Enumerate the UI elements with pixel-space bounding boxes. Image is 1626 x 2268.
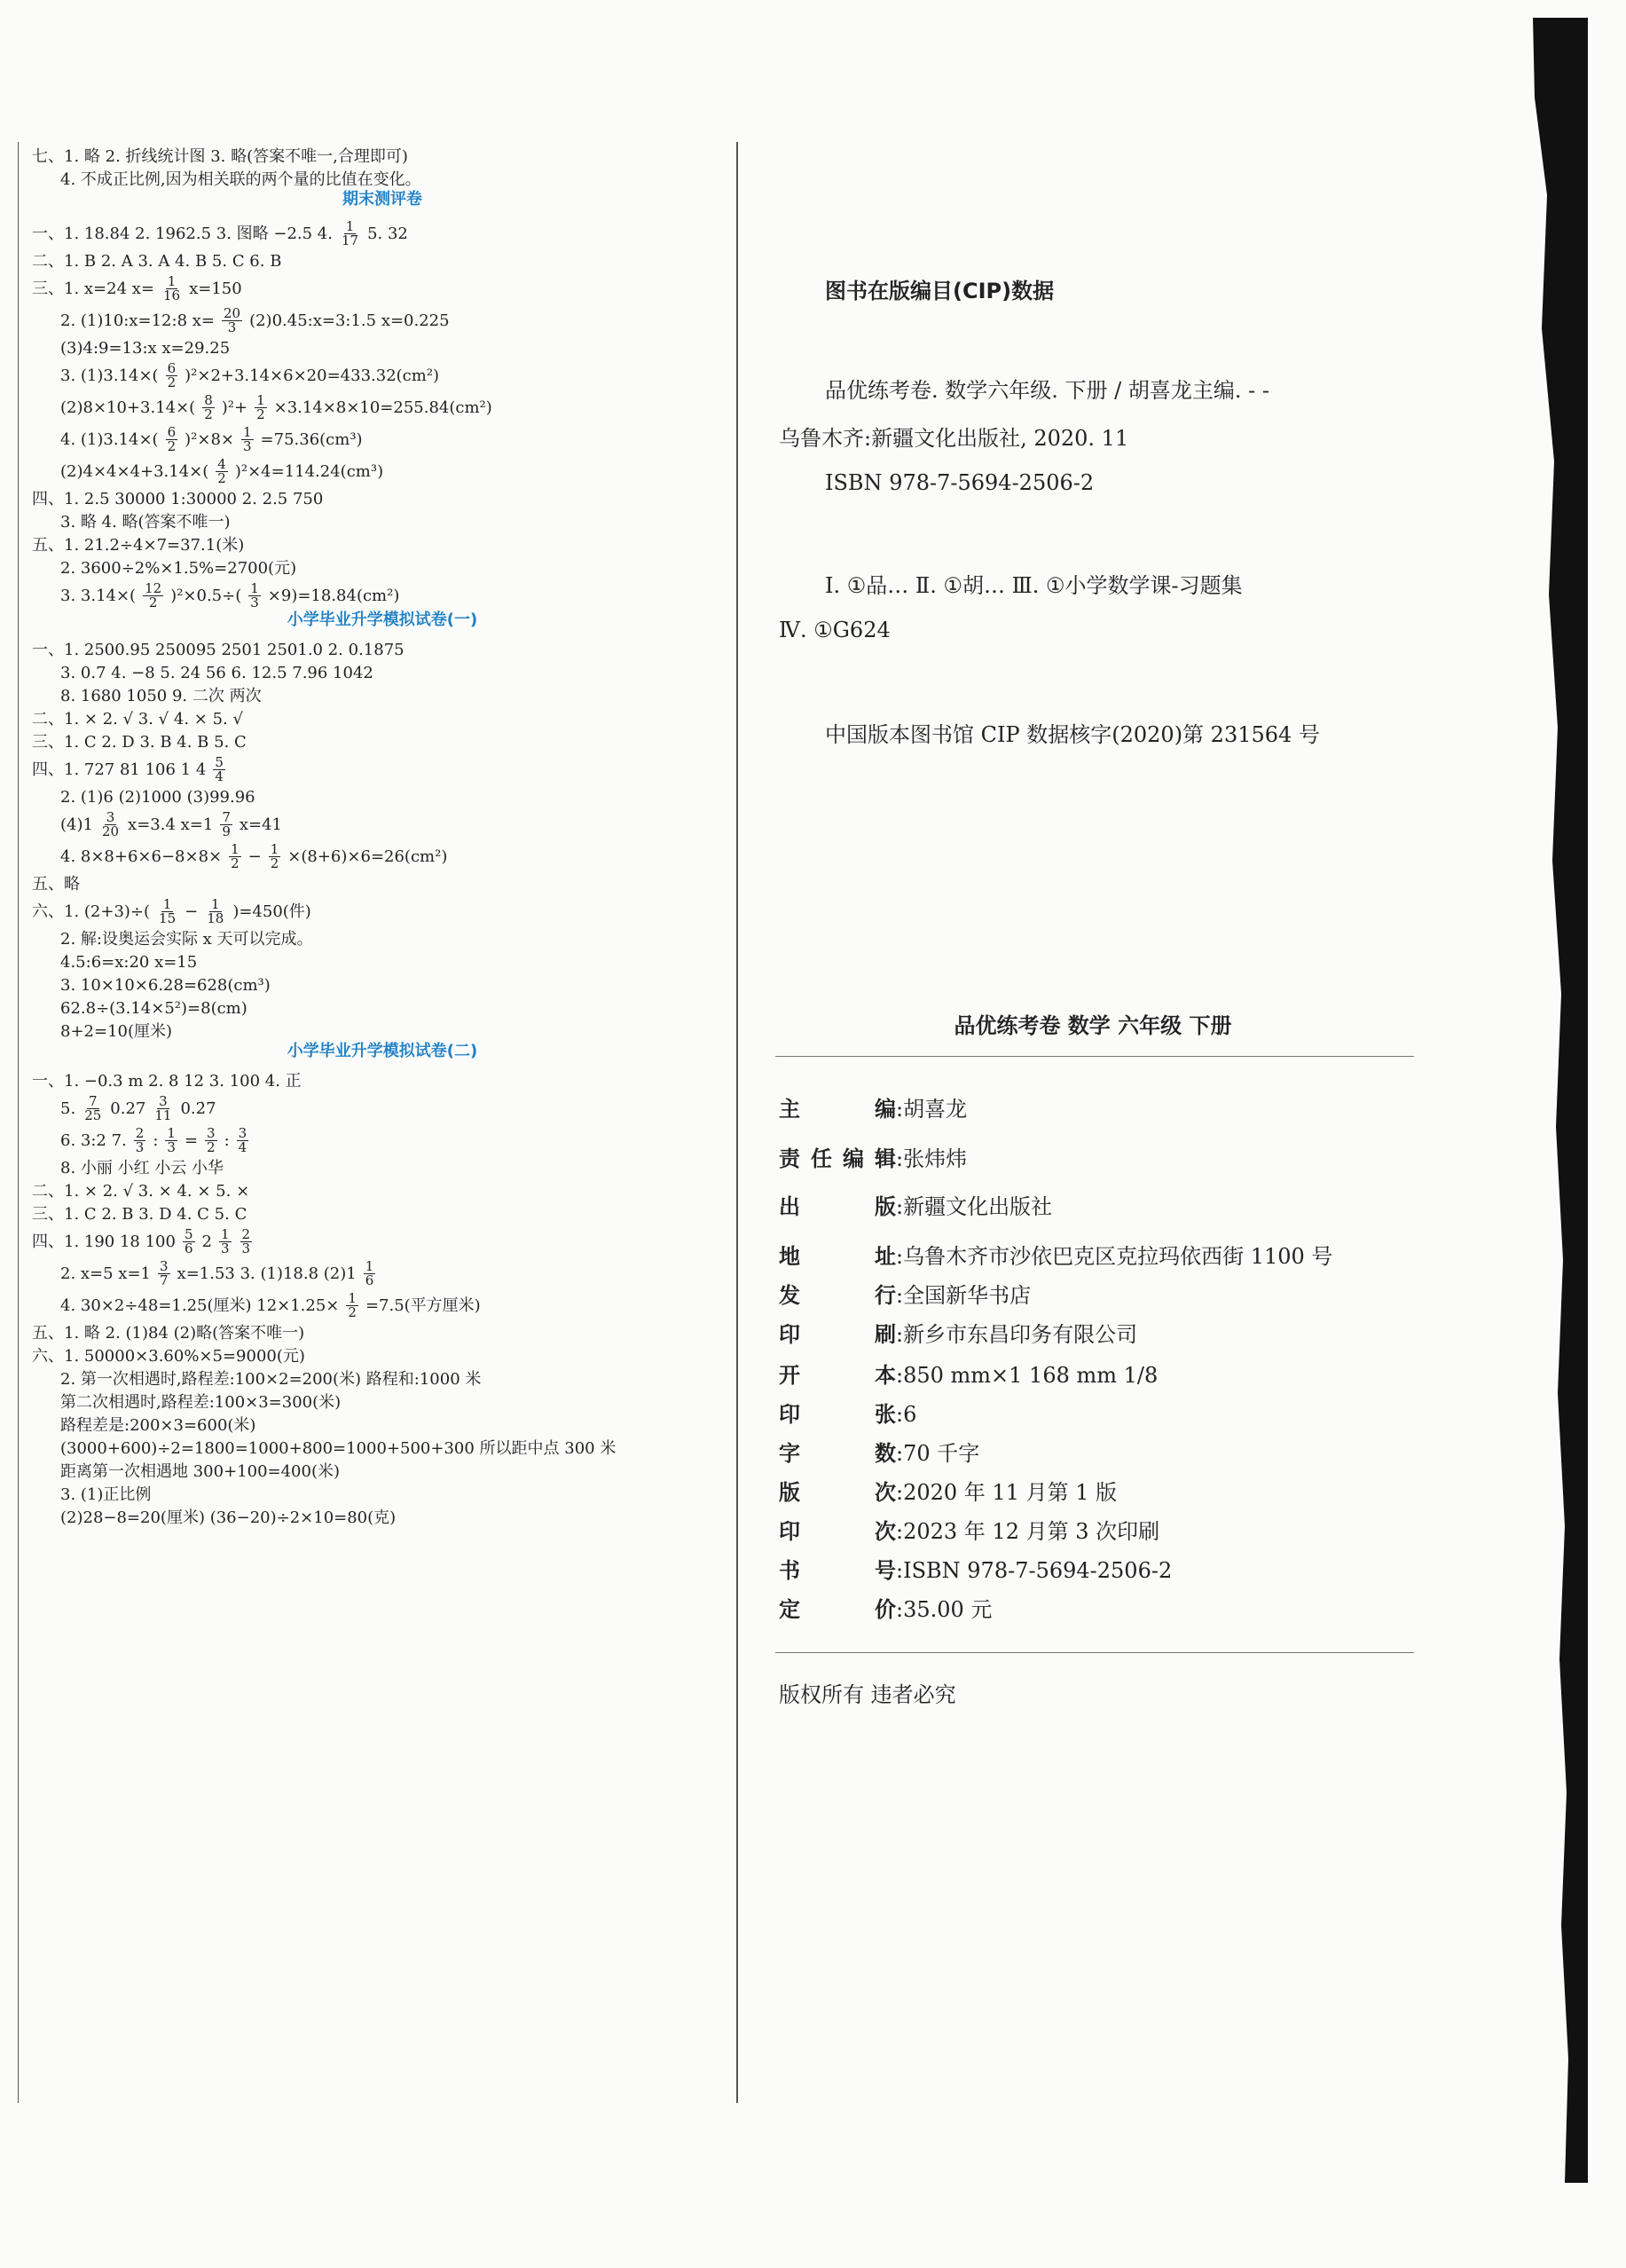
copyright-notice: 版权所有 违者必究 bbox=[779, 1682, 956, 1707]
answer-text: )²×4=114.24(cm³) bbox=[234, 461, 384, 481]
answer-text: 二、1. × 2. √ 3. × 4. × 5. × bbox=[32, 1182, 250, 1201]
answer-line bbox=[32, 1072, 307, 1091]
answer-line bbox=[60, 307, 455, 335]
book-info-label: 书号 bbox=[779, 1558, 896, 1583]
book-info-value: :2020 年 11 月第 1 版 bbox=[896, 1480, 1118, 1505]
fraction bbox=[255, 394, 267, 421]
book-info-label: 字数 bbox=[779, 1441, 896, 1466]
fraction-numerator: 1 bbox=[167, 1125, 176, 1141]
answer-line bbox=[60, 843, 452, 870]
cip-title: 图书在版编目(CIP)数据 bbox=[825, 279, 1055, 303]
book-info-value: :新乡市东昌印务有限公司 bbox=[896, 1322, 1138, 1347]
fraction-denominator: 2 bbox=[148, 595, 158, 610]
answer-line bbox=[60, 1462, 345, 1481]
answer-text: 0.2̇7̇ bbox=[180, 1099, 216, 1118]
book-info-value: :35.00 元 bbox=[896, 1597, 993, 1622]
book-info-value: :胡喜龙 bbox=[896, 1097, 968, 1122]
fraction bbox=[100, 811, 121, 839]
cip-class-1: Ⅰ. ①品… Ⅱ. ①胡… Ⅲ. ①小学数学课-习题集 bbox=[825, 573, 1243, 598]
answer-text: 2. x=5 x=1 bbox=[60, 1264, 151, 1283]
section-title-mock-exam-2: 小学毕业升学模拟试卷(二) bbox=[287, 1042, 478, 1060]
book-info-label: 发行 bbox=[779, 1283, 896, 1308]
fraction-denominator: 4 bbox=[238, 1139, 247, 1155]
answer-line bbox=[60, 1508, 401, 1527]
fraction-denominator: 3 bbox=[242, 438, 252, 454]
answer-text: 3. (1)正比例 bbox=[60, 1485, 152, 1504]
fraction-denominator: 3 bbox=[220, 1240, 230, 1256]
cip-class-2: Ⅳ. ①G624 bbox=[779, 618, 891, 642]
book-info-value: :张炜炜 bbox=[896, 1146, 968, 1171]
fraction bbox=[248, 582, 261, 610]
answer-text: 6. 3:2 7. bbox=[60, 1130, 127, 1150]
book-info-value: :6 bbox=[896, 1402, 917, 1427]
answer-text: 4. 30×2÷48=1.25(厘米) 12×1.25× bbox=[60, 1295, 340, 1315]
fraction-numerator: 1 bbox=[270, 841, 279, 857]
answer-line bbox=[60, 664, 379, 682]
answer-line bbox=[32, 710, 248, 728]
answer-line bbox=[60, 687, 267, 705]
book-info-value: :全国新华书店 bbox=[896, 1283, 1032, 1308]
fraction bbox=[166, 426, 178, 453]
fraction bbox=[205, 898, 225, 925]
answer-text: 一、1. 2500.95 250095 2501 2501.0 2. 0.1875 bbox=[32, 641, 405, 659]
fraction-numerator: 1 bbox=[242, 424, 252, 440]
title-rule bbox=[775, 1056, 1414, 1057]
fraction bbox=[202, 394, 215, 421]
fraction bbox=[241, 426, 254, 453]
answer-text: 七、1. 略 2. 折线统计图 3. 略(答案不唯一,合理即可) bbox=[32, 147, 408, 166]
answer-line bbox=[60, 1439, 621, 1458]
cip-isbn: ISBN 978-7-5694-2506-2 bbox=[825, 470, 1095, 495]
answer-text: 四、1. 190 18 100 bbox=[32, 1232, 176, 1251]
fraction-numerator: 1 bbox=[210, 896, 220, 912]
answer-text: 六、1. (2+3)÷( bbox=[32, 902, 151, 921]
answer-line bbox=[60, 1159, 229, 1177]
answer-text: 二、1. × 2. √ 3. √ 4. × 5. √ bbox=[32, 710, 243, 728]
book-info-row bbox=[779, 1239, 1332, 1270]
answer-text: : bbox=[224, 1130, 230, 1150]
answer-line bbox=[60, 1260, 382, 1288]
answer-line bbox=[32, 756, 232, 784]
answer-text: 5. 32 bbox=[367, 224, 408, 243]
fraction-denominator: 3 bbox=[167, 1139, 176, 1155]
book-info-value: :850 mm×1 168 mm 1/8 bbox=[896, 1363, 1159, 1388]
book-info-row bbox=[779, 1091, 967, 1122]
fraction-denominator: 2 bbox=[217, 470, 226, 486]
book-info-row bbox=[779, 1317, 1137, 1348]
torn-page-edge bbox=[1526, 18, 1588, 2183]
fraction-numerator: 7 bbox=[88, 1093, 98, 1109]
fraction bbox=[222, 307, 242, 335]
fraction-numerator: 1 bbox=[167, 273, 177, 289]
fraction-denominator: 2 bbox=[204, 406, 213, 422]
fraction-denominator: 2 bbox=[348, 1304, 357, 1320]
book-info-label: 主编 bbox=[779, 1097, 896, 1122]
answer-text: 4.5:6=x:20 x=15 bbox=[60, 953, 198, 972]
fraction-numerator: 4 bbox=[217, 456, 226, 472]
answer-text: 2. (1)10:x=12:8 x= bbox=[60, 311, 215, 330]
answer-text: )²+ bbox=[221, 398, 248, 417]
fraction-denominator: 2 bbox=[231, 855, 240, 871]
answer-line bbox=[60, 953, 202, 972]
fraction-denominator: 3 bbox=[250, 595, 259, 610]
fraction-numerator: 1 bbox=[345, 218, 355, 234]
fraction-denominator: 15 bbox=[159, 910, 177, 926]
fraction-denominator: 11 bbox=[154, 1107, 172, 1123]
answer-text: (4)1 bbox=[60, 815, 93, 834]
answer-line bbox=[60, 1416, 261, 1435]
answer-text: 3. 3.14×( bbox=[60, 586, 137, 605]
fraction bbox=[157, 898, 177, 925]
fraction-numerator: 2 bbox=[241, 1226, 251, 1242]
answer-text: x=150 bbox=[189, 279, 242, 298]
fraction-numerator: 1 bbox=[348, 1290, 357, 1306]
fraction bbox=[269, 843, 281, 870]
book-info-value: :2023 年 12 月第 3 次印刷 bbox=[896, 1519, 1160, 1544]
fraction-numerator: 1 bbox=[256, 392, 265, 408]
answer-text: ×9)=18.84(cm²) bbox=[267, 586, 400, 605]
answer-text: (3000+600)÷2=1800=1000+800=1000+500+300 所以距中点 300 米 bbox=[60, 1439, 617, 1458]
book-info-row bbox=[779, 1436, 979, 1467]
fraction bbox=[158, 1260, 170, 1288]
book-info-row bbox=[779, 1358, 1158, 1389]
fraction bbox=[229, 843, 241, 870]
answer-line bbox=[32, 147, 408, 166]
answer-text: x=41 bbox=[239, 815, 283, 834]
fraction bbox=[220, 811, 232, 839]
answer-text: − bbox=[247, 847, 262, 866]
fraction-denominator: 2 bbox=[167, 374, 177, 390]
book-info-row bbox=[779, 1514, 1159, 1545]
book-info-label: 印张 bbox=[779, 1402, 896, 1427]
book-info-label: 印次 bbox=[779, 1519, 896, 1544]
answer-line bbox=[60, 170, 421, 189]
answer-text: 一、1. −0.3 m 2. 8 12 3. 100 4. 正 bbox=[32, 1072, 302, 1091]
answer-line bbox=[32, 1324, 310, 1343]
answer-text: 距离第一次相遇地 300+100=400(米) bbox=[60, 1462, 340, 1481]
answer-line bbox=[60, 999, 253, 1018]
answer-line bbox=[32, 1347, 310, 1366]
answer-line bbox=[60, 339, 235, 358]
answer-text: 8. 小丽 小红 小云 小华 bbox=[60, 1159, 224, 1177]
answer-text: 六、1. 50000×3.60%×5=9000(元) bbox=[32, 1347, 305, 1366]
fraction bbox=[213, 756, 225, 784]
fraction bbox=[183, 1228, 195, 1256]
book-info-value: :乌鲁木齐市沙依巴克区克拉玛依西街 1100 号 bbox=[896, 1244, 1333, 1269]
answer-text: 路程差是:200×3=600(米) bbox=[60, 1416, 256, 1435]
answer-text: 3. (1)3.14×( bbox=[60, 366, 159, 385]
answer-text: (2)0.45:x=3:1.5 x=0.225 bbox=[249, 311, 450, 330]
answer-text: 2. (1)6 (2)1000 (3)99.96 bbox=[60, 788, 255, 807]
fraction bbox=[216, 458, 228, 485]
answer-text: 2. 第一次相遇时,路程差:100×2=200(米) 路程和:1000 米 bbox=[60, 1370, 482, 1389]
answer-line bbox=[60, 1292, 486, 1319]
fraction-numerator: 1 bbox=[250, 580, 259, 596]
answer-text: 二、1. B 2. A 3. A 4. B 5. C 6. B bbox=[32, 252, 282, 271]
answer-line bbox=[60, 930, 318, 949]
answer-line bbox=[60, 559, 302, 578]
answer-line bbox=[60, 1022, 177, 1041]
answer-text: − bbox=[185, 902, 199, 921]
fraction-denominator: 2 bbox=[256, 406, 265, 422]
answer-text: 四、1. 2.5 30000 1:30000 2. 2.5 750 bbox=[32, 490, 324, 508]
answer-text: 五、略 bbox=[32, 875, 80, 894]
book-info-row bbox=[779, 1141, 967, 1172]
answer-line bbox=[60, 976, 276, 995]
book-info-value: :ISBN 978-7-5694-2506-2 bbox=[896, 1558, 1173, 1583]
fraction-numerator: 6 bbox=[167, 360, 177, 376]
fraction-denominator: 16 bbox=[163, 287, 181, 303]
fraction-denominator: 7 bbox=[160, 1272, 169, 1288]
answer-line bbox=[60, 1485, 156, 1504]
book-info-value: :70 千字 bbox=[896, 1441, 980, 1466]
answer-text: 0.27 bbox=[110, 1099, 146, 1118]
answer-line bbox=[60, 458, 389, 485]
answer-text: 4. 不成正比例,因为相关联的两个量的比值在变化。 bbox=[60, 170, 421, 189]
answer-text: 五、1. 21.2÷4×7=37.1(米) bbox=[32, 536, 245, 555]
answer-line bbox=[32, 1228, 259, 1256]
book-info-label: 印刷 bbox=[779, 1322, 896, 1347]
fraction bbox=[143, 582, 163, 610]
answer-line bbox=[60, 1370, 486, 1389]
answer-text: 2. 3600÷2%×1.5%=2700(元) bbox=[60, 559, 297, 578]
answer-text: 三、1. C 2. D 3. B 4. B 5. C bbox=[32, 733, 247, 752]
answer-text: 3. 略 4. 略(答案不唯一) bbox=[60, 513, 231, 532]
answer-text: 4. 8×8+6×6−8×8× bbox=[60, 847, 223, 866]
fraction-denominator: 3 bbox=[135, 1139, 145, 1155]
answer-line bbox=[32, 1205, 252, 1224]
answer-text: 3. 0.7 4. −8 5. 24 56 6. 12.5 7.96 1042 bbox=[60, 664, 373, 682]
answer-text: (2)28−8=20(厘米) (36−20)÷2×10=80(克) bbox=[60, 1508, 397, 1527]
book-info-row bbox=[779, 1553, 1172, 1584]
answer-line bbox=[32, 536, 249, 555]
answer-line bbox=[60, 1127, 255, 1154]
fraction-numerator: 2 bbox=[135, 1125, 145, 1141]
answer-line bbox=[60, 362, 444, 390]
fraction-numerator: 1 bbox=[220, 1226, 230, 1242]
fraction-numerator: 1 bbox=[231, 841, 240, 857]
fraction-denominator: 17 bbox=[341, 232, 359, 248]
answer-text: =7.5(平方厘米) bbox=[365, 1295, 481, 1315]
fraction bbox=[340, 220, 360, 248]
answer-line bbox=[60, 513, 236, 532]
fraction-numerator: 1 bbox=[365, 1258, 374, 1274]
fraction bbox=[237, 1127, 249, 1154]
answer-line bbox=[32, 1182, 255, 1201]
answer-text: (2)8×10+3.14×( bbox=[60, 398, 196, 417]
book-title: 品优练考卷 数学 六年级 下册 bbox=[954, 1013, 1232, 1038]
answer-text: x=3.4 x=1 bbox=[128, 815, 214, 834]
book-info-value: :新疆文化出版社 bbox=[896, 1194, 1053, 1219]
book-info-row bbox=[779, 1475, 1117, 1506]
answer-line bbox=[60, 1095, 222, 1122]
answer-text: 8+2=10(厘米) bbox=[60, 1022, 173, 1041]
fraction-numerator: 6 bbox=[167, 424, 177, 440]
book-info-label: 出版 bbox=[779, 1194, 896, 1219]
answer-text: )²×0.5÷( bbox=[170, 586, 242, 605]
answer-line bbox=[60, 394, 498, 421]
book-info-label: 定价 bbox=[779, 1597, 896, 1622]
column-divider bbox=[736, 142, 738, 2103]
answer-text: )²×2+3.14×6×20=433.32(cm²) bbox=[185, 366, 440, 385]
fraction bbox=[364, 1260, 376, 1288]
book-info-label: 地址 bbox=[779, 1244, 896, 1269]
answer-text: )²×8× bbox=[185, 429, 234, 449]
answer-text: (3)4:9=13:x x=29.25 bbox=[60, 339, 231, 358]
fraction-numerator: 3 bbox=[207, 1125, 216, 1141]
answer-line bbox=[60, 788, 261, 807]
answer-text: )=450(件) bbox=[232, 902, 311, 921]
fraction-denominator: 9 bbox=[222, 823, 231, 839]
answer-line bbox=[32, 733, 252, 752]
answer-text: 四、1. 727 81 106 1 4 bbox=[32, 760, 207, 779]
book-info-row bbox=[779, 1397, 916, 1428]
fraction-numerator: 5 bbox=[184, 1226, 193, 1242]
answer-text: 第二次相遇时,路程差:100×3=300(米) bbox=[60, 1393, 342, 1412]
answer-text: 3. 10×10×6.28=628(cm³) bbox=[60, 976, 271, 995]
fraction-denominator: 25 bbox=[84, 1107, 102, 1123]
answer-text: 4. (1)3.14×( bbox=[60, 429, 159, 449]
fraction-numerator: 12 bbox=[145, 580, 162, 596]
answer-line bbox=[32, 220, 413, 248]
fraction-denominator: 4 bbox=[215, 768, 224, 784]
fraction-denominator: 20 bbox=[101, 823, 120, 839]
answer-line bbox=[32, 490, 328, 508]
answer-text: = bbox=[184, 1130, 199, 1150]
answer-line bbox=[32, 875, 85, 894]
answer-text: =75.36(cm³) bbox=[260, 429, 363, 449]
fraction-denominator: 6 bbox=[184, 1240, 193, 1256]
section-title-final-exam: 期末测评卷 bbox=[342, 190, 422, 209]
fraction-numerator: 3 bbox=[106, 809, 115, 825]
book-info-row bbox=[779, 1189, 1052, 1220]
cip-line-1: 品优练考卷. 数学六年级. 下册 / 胡喜龙主编. - - bbox=[825, 378, 1269, 403]
fraction-numerator: 3 bbox=[238, 1125, 247, 1141]
book-info-row bbox=[779, 1592, 992, 1623]
answer-line bbox=[60, 426, 368, 453]
fraction bbox=[166, 362, 178, 390]
fraction-denominator: 2 bbox=[270, 855, 279, 871]
fraction bbox=[82, 1095, 103, 1122]
answer-line bbox=[32, 275, 247, 303]
fraction-numerator: 5 bbox=[215, 754, 224, 770]
cip-line-2: 乌鲁木齐:新疆文化出版社, 2020. 11 bbox=[779, 426, 1129, 451]
answer-line bbox=[60, 582, 405, 610]
section-title-mock-exam-1: 小学毕业升学模拟试卷(一) bbox=[287, 610, 478, 629]
answer-text: x=1.53 3. (1)18.8 (2)1 bbox=[177, 1264, 357, 1283]
answer-text: : bbox=[153, 1130, 159, 1150]
fraction bbox=[240, 1228, 253, 1256]
fraction bbox=[134, 1127, 146, 1154]
bottom-rule bbox=[775, 1652, 1414, 1653]
book-info-row bbox=[779, 1278, 1031, 1309]
answer-text: 五、1. 略 2. (1)84 (2)略(答案不唯一) bbox=[32, 1324, 305, 1343]
answer-text: ×(8+6)×6=26(cm²) bbox=[287, 847, 448, 866]
answer-text: 一、1. 18.84 2. 1962.5 3. 图略 −2.5 4. bbox=[32, 224, 333, 243]
fraction bbox=[219, 1228, 232, 1256]
fraction bbox=[346, 1292, 358, 1319]
answer-line bbox=[32, 252, 287, 271]
fraction-numerator: 3 bbox=[160, 1258, 169, 1274]
answer-line bbox=[32, 898, 317, 925]
fraction-denominator: 2 bbox=[207, 1139, 216, 1155]
book-info-label: 责任编辑 bbox=[779, 1146, 896, 1171]
answer-text: 62.8÷(3.14×5²)=8(cm) bbox=[60, 999, 247, 1018]
answer-text: (2)4×4×4+3.14×( bbox=[60, 461, 209, 481]
left-margin-line bbox=[18, 142, 19, 2103]
answer-text: 8. 1680 1050 9. 二次 两次 bbox=[60, 687, 262, 705]
answer-line bbox=[60, 811, 287, 839]
fraction-numerator: 3 bbox=[159, 1093, 168, 1109]
fraction-denominator: 18 bbox=[207, 910, 224, 926]
fraction-numerator: 20 bbox=[223, 305, 241, 321]
book-info-label: 开本 bbox=[779, 1363, 896, 1388]
fraction-denominator: 3 bbox=[241, 1240, 251, 1256]
answer-line bbox=[32, 641, 410, 659]
answer-text: 2 bbox=[201, 1232, 212, 1251]
fraction bbox=[161, 275, 182, 303]
answer-text: 三、1. C 2. B 3. D 4. C 5. C bbox=[32, 1205, 247, 1224]
fraction-numerator: 1 bbox=[162, 896, 172, 912]
answer-text: 2. 解:设奥运会实际 x 天可以完成。 bbox=[60, 930, 313, 949]
fraction bbox=[205, 1127, 217, 1154]
fraction bbox=[153, 1095, 173, 1122]
fraction-denominator: 6 bbox=[365, 1272, 374, 1288]
answer-text: 三、1. x=24 x= bbox=[32, 279, 154, 298]
fraction-denominator: 3 bbox=[227, 319, 237, 335]
cip-record: 中国版本图书馆 CIP 数据核字(2020)第 231564 号 bbox=[825, 722, 1320, 747]
fraction-numerator: 7 bbox=[222, 809, 231, 825]
fraction-numerator: 8 bbox=[204, 392, 213, 408]
fraction-denominator: 2 bbox=[167, 438, 177, 454]
answer-text: 5. bbox=[60, 1099, 76, 1118]
answer-line bbox=[60, 1393, 346, 1412]
answer-text: ×3.14×8×10=255.84(cm²) bbox=[273, 398, 492, 417]
book-info-label: 版次 bbox=[779, 1480, 896, 1505]
fraction bbox=[165, 1127, 177, 1154]
